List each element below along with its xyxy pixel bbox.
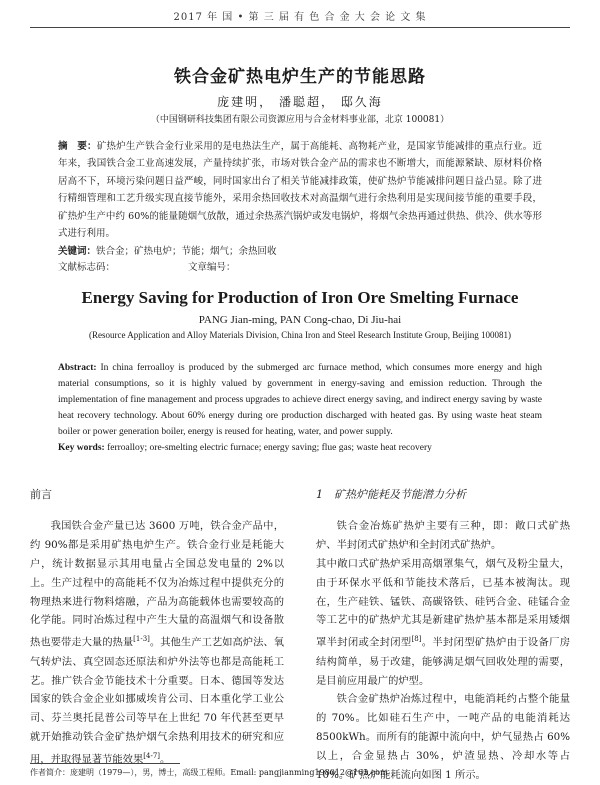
cn-keywords	[58, 243, 542, 257]
header-rule	[30, 27, 570, 28]
cn-authors: 庞建明， 潘聪超， 邸久海	[217, 95, 383, 109]
running-header: 2017 年 国 • 第 三 届 有 色 合 金 大 会 论 文 集	[173, 12, 427, 23]
cn-affiliation: （中国钢研科技集团有限公司资源应用与合金材料事业部，北京 100081）	[150, 115, 450, 125]
en-title: Energy Saving for Production of Iron Ore Smelting Furnace	[81, 288, 519, 307]
left-column	[30, 486, 284, 770]
section-heading-preface: 前言	[30, 488, 52, 501]
en-abstract-label: Abstract:	[58, 363, 97, 373]
citation-ref: [8]	[411, 635, 422, 644]
cn-docid-label: 文章编号：	[188, 262, 236, 273]
en-keywords	[58, 443, 542, 453]
en-abstract	[58, 360, 542, 440]
cn-abstract-text: 矿热炉生产铁合金行业采用的是电热法生产，属于高能耗、高物耗产业，是国家节能减排的重点行业。近年来，我国铁合金工业高速发展，产量持续扩张，市场对铁合金产品的需求也不断增大，而能源紧缺、原材料价格居高不下，环境污染问题日益严峻，同时国家出台了相关节能减排政策，使矿热炉节能减排问题日益凸显。除了进行精细管理和工艺升级实现直接节能外，采用余热回收技术对高温烟气进行余热利用是实现间接节能的重要手段，矿热炉生产中约 60%的能量随烟气放散，通过余热蒸汽锅炉或发电锅炉，将烟气余热再通过供热、供冷、供水等形式进行利用。	[58, 141, 542, 240]
cn-keywords-text: 铁合金；矿热电炉；节能；烟气；余热回收	[96, 246, 277, 257]
cn-keywords-label: 关键词：	[58, 246, 97, 257]
section1-paragraph-1: 铁合金冶炼矿热炉主要有三种，即：敞口式矿热炉、半封闭式矿热炉和全封闭式矿热炉。	[316, 519, 570, 551]
preface-text-2: 。其他生产工艺如高炉法、氧气转炉法、真空固态还原法和炉外法等也都是高能耗工艺。推广铁合金节能技术十分重要。日本、德国等发达国家的铁合金企业如挪威埃肯公司、日本重化学工业公司、芬兰奥托昆普公司等早在上世纪 70 年代甚至更早就开始推动铁合金矿热炉烟气余热利用技术的研究和应用，并取得显著节能效果	[30, 636, 285, 766]
footnote-rule	[30, 763, 180, 764]
preface-paragraph	[30, 517, 284, 770]
preface-text-1: 我国铁合金产量已达 3600 万吨，铁合金产品中，约 90%都是采用矿热电炉生产。铁合金行业是耗能大户，统计数据显示其用电量占全国总发电量的 2%以上。生产过程中的高能耗不仅为冶炼过程中提供充分的物理热来进行物料熔融，产品为高能载体也需要较高的化学能。同时冶炼过程中产生大量的高温烟气和设备散热也要带走大量的热量	[30, 519, 284, 649]
right-column	[316, 486, 570, 785]
author-footnote: 作者简介：庞建明（1979—），男，博士，高级工程师。Email: pangjianming198012@163.com	[30, 768, 388, 777]
cn-class-label: 文献标志码：	[58, 262, 116, 273]
cn-class-number	[58, 259, 542, 273]
section1-text-2: 其中敞口式矿热炉采用高烟罩集气，烟气及粉尘量大，由于环保水平低和节能技术落后，已基本被淘汰。现在，生产硅铁、锰铁、高碳铬铁、硅钙合金、硅锰合金等工艺中的矿热炉尤其是新建矿热炉基本都是采用矮烟罩半封闭或全封闭型	[316, 557, 570, 649]
cn-abstract	[58, 138, 542, 242]
en-affiliation: (Resource Application and Alloy Materials Division, China Iron and Steel Research Institute Group, Beijing 100081)	[89, 330, 511, 340]
en-keywords-text: ferroalloy; ore-smelting electric furnace; energy saving; flue gas; waste heat recovery	[107, 443, 432, 453]
citation-ref: [1-3]	[133, 635, 150, 644]
en-authors: PANG Jian-ming, PAN Cong-chao, Di Jiu-hai	[198, 314, 402, 326]
preface-text-3: 。	[160, 753, 171, 766]
section1-text-2b: 。半封闭型矿热炉由于设备厂房结构简单，易于改建，能够满足烟气回收处理的需要，是目前应用最广的炉型。	[316, 636, 571, 687]
citation-ref: [4-7]	[143, 752, 160, 761]
en-keywords-label: Key words:	[58, 443, 105, 453]
section1-paragraph-3: 铁合金矿热炉冶炼过程中，电能消耗约占整个能量的 70%。比如硅石生产中，一吨产品的电能消耗达 8500kWh。而所有的能源中流向中，炉气显热占 60%以上，合金显热占 30%，炉渣显热、冷却水等占 10%。矿热炉能耗流向如图 1 所示。	[316, 693, 570, 782]
cn-abstract-label: 摘 要：	[58, 141, 97, 152]
en-abstract-text: In china ferroalloy is produced by the submerged arc furnace method, which consumes more energy and high material consumptions, so it is highly valued by government in energy-saving and emission reduction. Through the implementation of fine management and process upgrades to achieve direct energy saving, and indirect energy saving by waste heat recovery technology. About 60% energy during ore production discharged with heated gas. By using waste heat steam boiler or power generation boiler, energy is reused for heating, water, and power supply.	[58, 363, 543, 437]
section-heading-1: 1 矿热炉能耗及节能潜力分析	[316, 488, 466, 501]
cn-title: 铁合金矿热电炉生产的节能思路	[174, 67, 426, 87]
section1-paragraph-2	[316, 555, 570, 691]
